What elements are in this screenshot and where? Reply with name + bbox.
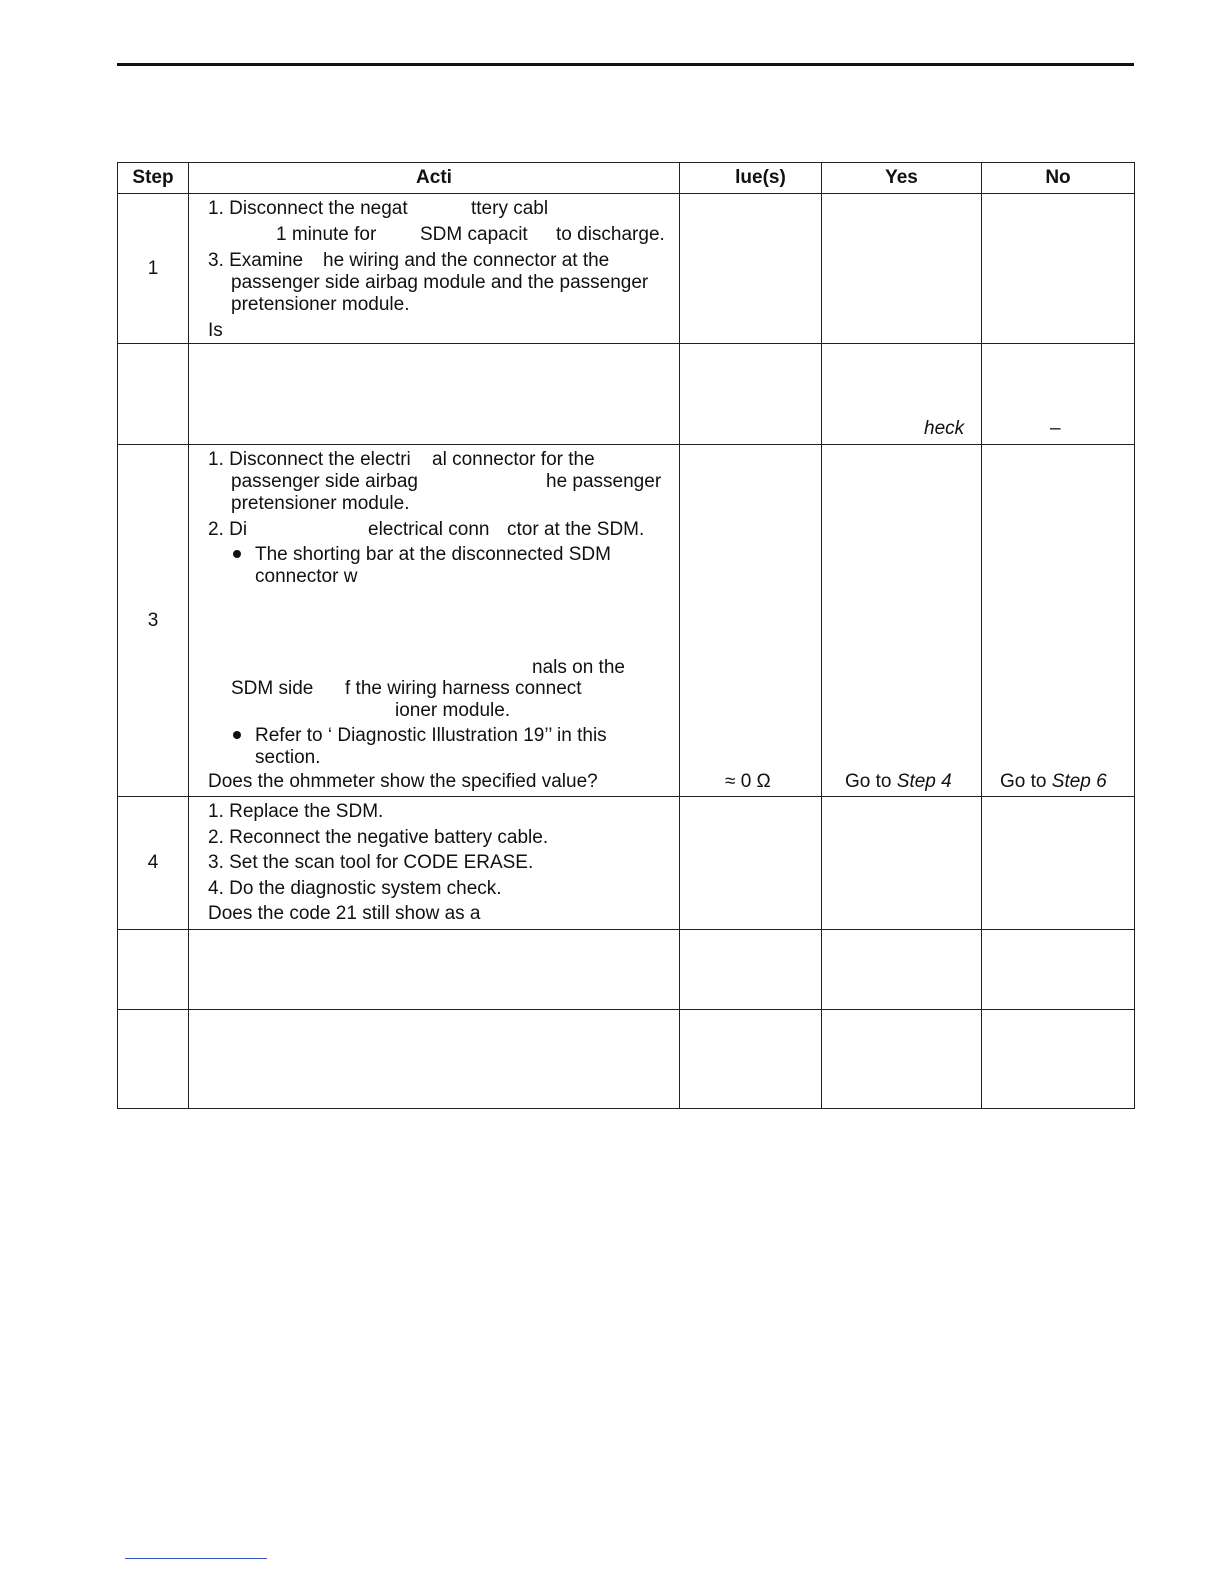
header-yes: Yes: [822, 163, 982, 194]
specified-value: ≈ 0 Ω: [725, 771, 771, 792]
table-row: [118, 344, 1135, 445]
header-values: lue(s): [680, 163, 822, 194]
action-cell: [189, 930, 680, 1010]
action-line: 2. Di: [208, 519, 248, 540]
action-line: al connector for the: [432, 449, 595, 470]
action-line: Does the code 21 still show as a: [208, 903, 481, 924]
values-cell: [680, 930, 822, 1010]
no-text: –: [1050, 418, 1061, 439]
yes-cell: [822, 1010, 982, 1109]
action-line: 1. Disconnect the negat: [208, 198, 408, 219]
action-line: 1. Disconnect the electri: [208, 449, 411, 470]
header-step: Step: [118, 163, 189, 194]
step-number: [118, 930, 189, 1010]
action-line: The shorting bar at the disconnected SDM: [255, 544, 611, 565]
no-cell: [982, 1010, 1135, 1109]
table-row: [118, 194, 1135, 344]
header-no: No: [982, 163, 1135, 194]
table-row: [118, 930, 1135, 1010]
step-number: 4: [118, 797, 189, 930]
header-action: Acti: [189, 163, 680, 194]
action-line: ttery cabl: [471, 198, 549, 219]
table-row: [118, 797, 1135, 930]
action-line: 1. Replace the SDM.: [208, 801, 384, 822]
action-line: 2. Reconnect the negative battery cable.: [208, 827, 549, 848]
step-number: [118, 344, 189, 445]
values-cell: [680, 797, 822, 930]
action-line: ctor at the SDM.: [507, 519, 645, 540]
diagnostic-table: [117, 162, 1135, 1109]
action-line: he passenger: [546, 471, 662, 492]
yes-cell: [822, 797, 982, 930]
values-cell: [680, 445, 822, 797]
table-row: [118, 1010, 1135, 1109]
no-goto: Go to Step 6: [1000, 771, 1107, 792]
bullet-icon: [233, 550, 241, 558]
action-line: passenger side airbag module and the passenger: [231, 272, 649, 293]
step-number: [118, 1010, 189, 1109]
action-line: f the wiring harness connect: [345, 678, 582, 699]
action-line: SDM capacit: [420, 224, 528, 245]
action-cell: [189, 797, 680, 930]
action-line: Refer to ‘ Diagnostic Illustration 19’’ in this: [255, 725, 607, 746]
no-cell: [982, 445, 1135, 797]
action-line: pretensioner module.: [231, 294, 410, 315]
action-line: 1 minute for: [276, 224, 377, 245]
action-line: passenger side airbag: [231, 471, 418, 492]
action-line: Does the ohmmeter show the specified value?: [208, 771, 598, 792]
action-cell: [189, 194, 680, 344]
footer-link-underline: [125, 1558, 267, 1559]
action-line: nals on the: [532, 657, 625, 678]
action-line: to discharge.: [556, 224, 665, 245]
yes-cell: [822, 344, 982, 445]
action-cell: [189, 1010, 680, 1109]
yes-cell: [822, 194, 982, 344]
values-cell: [680, 194, 822, 344]
bullet-icon: [233, 731, 241, 739]
yes-cell: [822, 445, 982, 797]
header-row: [118, 163, 1135, 194]
action-line: 4. Do the diagnostic system check.: [208, 878, 502, 899]
action-line: Is: [208, 320, 223, 341]
action-line: section.: [255, 747, 321, 768]
action-line: he wiring and the connector at the: [323, 250, 610, 271]
values-cell: [680, 344, 822, 445]
action-cell: [189, 344, 680, 445]
table-row: [118, 445, 1135, 797]
action-line: SDM side: [231, 678, 314, 699]
no-cell: [982, 194, 1135, 344]
action-cell: [189, 445, 680, 797]
yes-text: heck: [924, 418, 965, 439]
no-cell: [982, 797, 1135, 930]
action-line: pretensioner module.: [231, 493, 410, 514]
action-line: connector w: [255, 566, 358, 587]
yes-cell: [822, 930, 982, 1010]
no-cell: [982, 344, 1135, 445]
yes-goto: Go to Step 4: [845, 771, 952, 792]
action-line: electrical conn: [368, 519, 490, 540]
step-number: 1: [118, 194, 189, 344]
action-line: 3. Set the scan tool for CODE ERASE.: [208, 852, 534, 873]
top-rule: [117, 63, 1134, 66]
values-cell: [680, 1010, 822, 1109]
action-line: 3. Examine: [208, 250, 304, 271]
action-line: ioner module.: [395, 700, 511, 721]
no-cell: [982, 930, 1135, 1010]
step-number: 3: [118, 445, 189, 797]
